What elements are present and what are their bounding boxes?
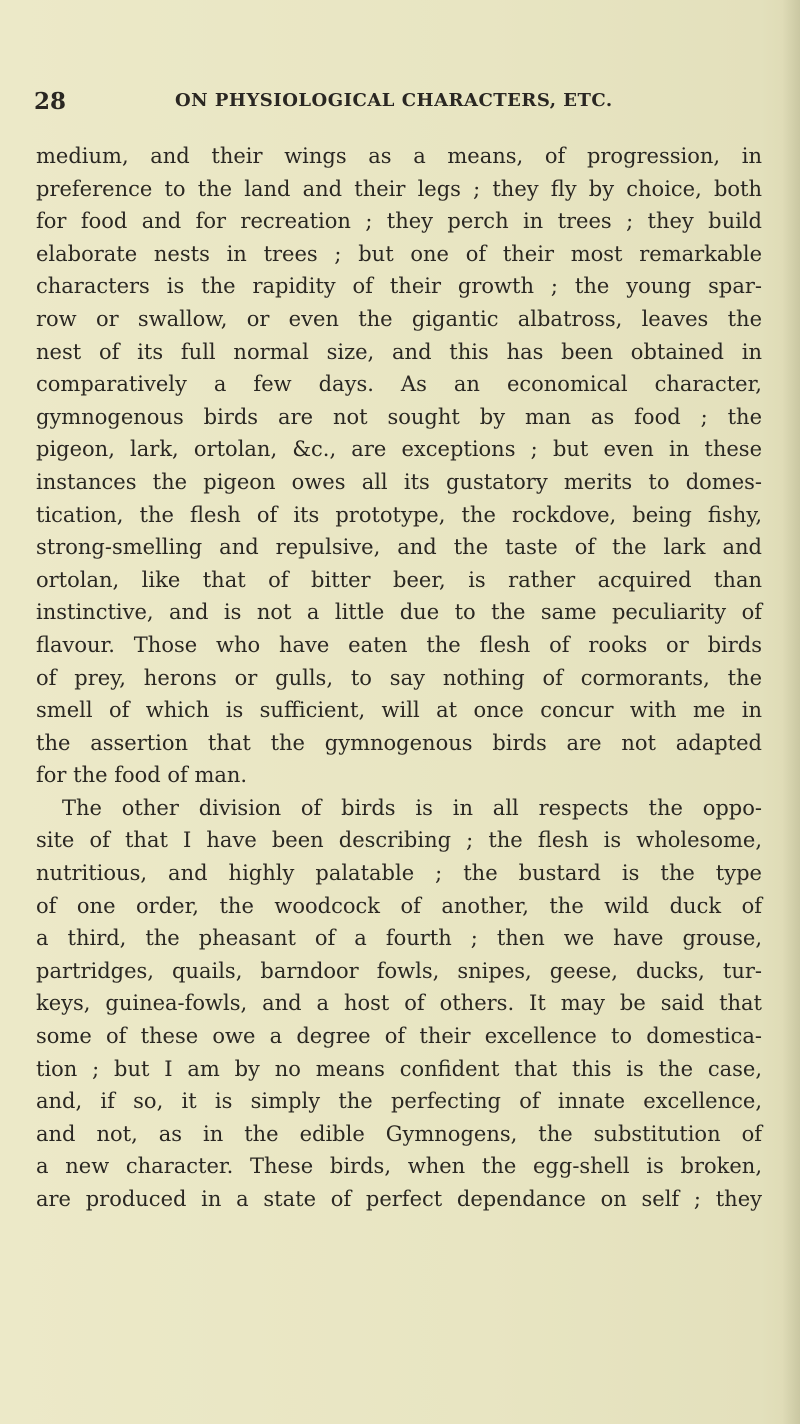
text-line: the assertion that the gymnogenous birds are not adapted: [36, 730, 762, 755]
text-line: partridges, quails, barndoor fowls, snipes, geese, ducks, tur-: [36, 958, 762, 983]
text-line: nest of its full normal size, and this has been obtained in: [36, 339, 762, 364]
text-line: instances the pigeon owes all its gustatory merits to domes-: [36, 469, 762, 494]
text-line: a third, the pheasant of a fourth ; then we have grouse,: [36, 926, 762, 951]
paragraph-first-line: The other division of birds is in all respects the oppo-: [62, 795, 762, 820]
text-line: some of these owe a degree of their excellence to domestica-: [36, 1024, 762, 1049]
text-line: characters is the rapidity of their growth ; the young spar-: [36, 274, 762, 299]
running-head: ON PHYSIOLOGICAL CHARACTERS, ETC.: [175, 90, 613, 111]
text-line: smell of which is sufficient, will at once concur with me in: [36, 698, 762, 723]
page-edge-shadow: [782, 0, 800, 1424]
text-line: strong-smelling and repulsive, and the taste of the lark and: [36, 535, 762, 560]
text-line: for the food of man.: [36, 763, 248, 788]
text-line: comparatively a few days. As an economical character,: [36, 372, 762, 397]
text-line: a new character. These birds, when the egg-shell is broken,: [36, 1154, 762, 1179]
text-line: of one order, the woodcock of another, the wild duck of: [36, 893, 762, 918]
text-line: flavour. Those who have eaten the flesh of rooks or birds: [36, 632, 762, 657]
text-line: are produced in a state of perfect dependance on self ; they: [36, 1187, 762, 1211]
text-line: tication, the flesh of its prototype, the rockdove, being fishy,: [36, 502, 762, 527]
text-line: site of that I have been describing ; the flesh is wholesome,: [36, 828, 762, 853]
text-line: keys, guinea-fowls, and a host of others. It may be said that: [36, 991, 762, 1016]
text-line: nutritious, and highly palatable ; the bustard is the type: [36, 861, 762, 886]
text-line: preference to the land and their legs ; they fly by choice, both: [36, 176, 762, 201]
text-line: row or swallow, or even the gigantic albatross, leaves the: [36, 306, 762, 331]
text-line: for food and for recreation ; they perch in trees ; they build: [36, 209, 762, 234]
text-line: gymnogenous birds are not sought by man as food ; the: [36, 404, 762, 429]
text-line: and, if so, it is simply the perfecting of innate excellence,: [36, 1089, 762, 1114]
text-line: and not, as in the edible Gymnogens, the substitution of: [36, 1121, 762, 1146]
text-line: medium, and their wings as a means, of progression, in: [36, 144, 762, 168]
text-line: of prey, herons or gulls, to say nothing of cormorants, the: [36, 665, 762, 690]
text-line: ortolan, like that of bitter beer, is rather acquired than: [36, 567, 762, 592]
text-line: tion ; but I am by no means confident that this is the case,: [36, 1056, 762, 1081]
text-line: instinctive, and is not a little due to the same peculiarity of: [36, 600, 762, 625]
body-text: [36, 140, 762, 1216]
text-line: elaborate nests in trees ; but one of their most remarkable: [36, 241, 762, 266]
page-number: 28: [34, 88, 67, 115]
text-line: pigeon, lark, ortolan, &c., are exceptions ; but even in these: [36, 437, 762, 462]
